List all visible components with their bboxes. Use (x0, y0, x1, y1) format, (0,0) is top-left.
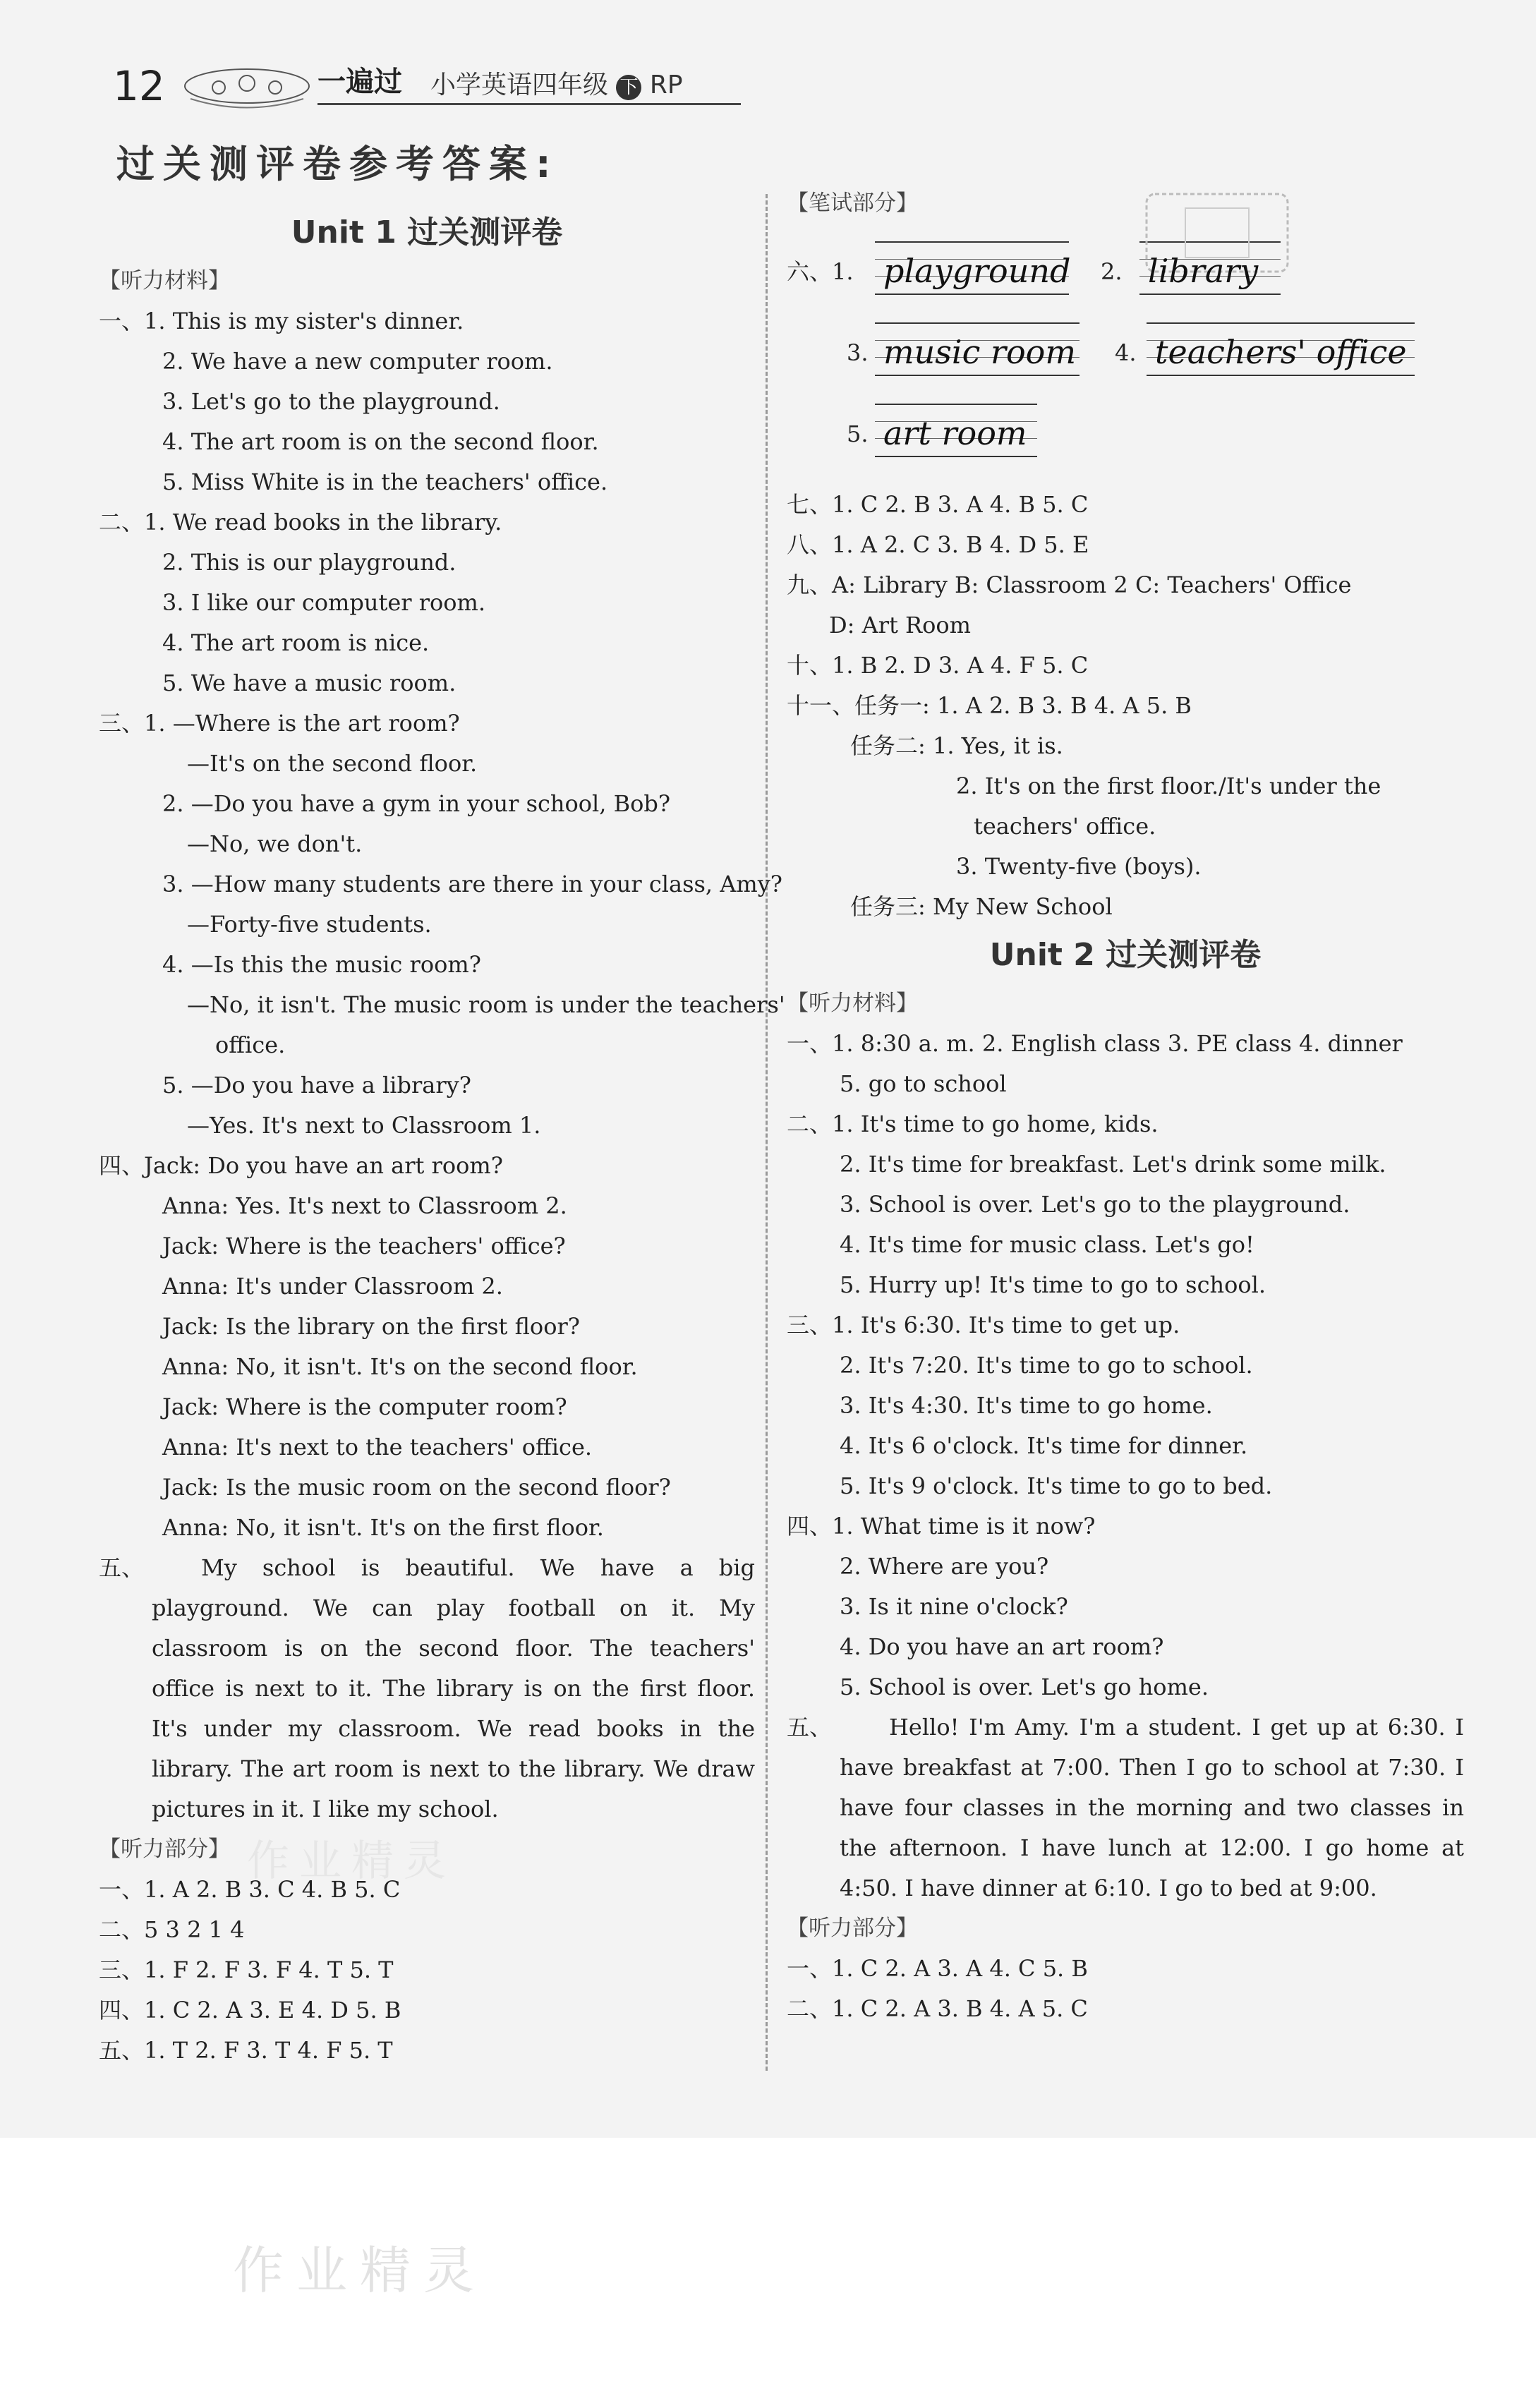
list-item: 三、1. It's 6:30. It's time to get up. (787, 1312, 1180, 1338)
list-item: 2. —Do you have a gym in your school, Bob? (162, 790, 671, 817)
list-item: 二、1. We read books in the library. (99, 509, 502, 536)
list-item: Anna: It's next to the teachers' office. (162, 1434, 593, 1460)
question-number: 3. (847, 339, 869, 366)
question-number: 5. (847, 421, 869, 447)
list-item: 3. I like our computer room. (162, 589, 486, 616)
list-item: 5. It's 9 o'clock. It's time to go to bed. (840, 1472, 1273, 1499)
answer-row: 2. It's on the first floor./It's under the (956, 773, 1381, 799)
writing-line: music room (875, 322, 1080, 376)
writing-line: playground (875, 241, 1069, 295)
list-item: —It's on the second floor. (187, 750, 478, 777)
answer-row: D: Art Room (829, 612, 972, 639)
list-item: Jack: Where is the computer room? (162, 1393, 567, 1420)
list-item: 2. This is our playground. (162, 549, 456, 576)
list-item: 四、1. What time is it now? (787, 1513, 1096, 1539)
brand-name: 一遍过 (318, 66, 402, 98)
passage: 五、 Hello! I'm Amy. I'm a student. I get up at 6:30. I have breakfast at 7:00. Then I go to school at 7:30. I have four classes in the morning and two classes in the afternoon. I have lunch at 12:00. I go home at 4:50. I have dinner at 6:10. I go to bed at 9:00. (787, 1714, 1464, 1901)
column-divider (766, 194, 768, 2071)
section-label: 【听力部分】 (99, 1837, 230, 1862)
book-title: 小学英语四年级 下 RP (430, 71, 683, 99)
answer-row: 八、1. A 2. C 3. B 4. D 5. E (787, 531, 1089, 558)
main-title: 过关测评卷参考答案: (116, 142, 560, 186)
answer-row: 五、1. T 2. F 3. T 4. F 5. T (99, 2037, 393, 2064)
list-item: 2. It's time for breakfast. Let's drink some milk. (840, 1151, 1386, 1178)
section-label: 【笔试部分】 (787, 190, 918, 216)
list-item: Anna: No, it isn't. It's on the second floor. (162, 1353, 638, 1380)
answer-row: 一、1. C 2. A 3. A 4. C 5. B (787, 1955, 1088, 1982)
list-item: Jack: Where is the teachers' office? (162, 1233, 566, 1259)
watermark-bottom: 作业精灵 (233, 2241, 488, 2300)
writing-line: library (1139, 241, 1281, 295)
section-label: 【听力材料】 (787, 991, 918, 1016)
list-item: 2. We have a new computer room. (162, 348, 553, 375)
list-item: 5. —Do you have a library? (162, 1072, 471, 1099)
left-column (99, 205, 785, 2071)
list-item: 3. Let's go to the playground. (162, 388, 500, 415)
list-item: —Forty-five students. (187, 911, 432, 938)
answer-row: teachers' office. (974, 813, 1156, 840)
header-rule (318, 103, 741, 105)
list-item: 4. It's 6 o'clock. It's time for dinner. (840, 1432, 1248, 1459)
volume-mark: 下 (616, 75, 641, 100)
list-item: 5. Miss White is in the teachers' office. (162, 468, 608, 495)
watermark-mid: 作业精灵 (247, 1837, 456, 1886)
list-item: 一、1. 8:30 a. m. 2. English class 3. PE class 4. dinner (787, 1030, 1403, 1057)
writing-line: teachers' office (1147, 322, 1415, 376)
list-item: 5. go to school (840, 1070, 1007, 1097)
doodle-logo-icon (176, 56, 318, 113)
answer-row: 四、1. C 2. A 3. E 4. D 5. B (99, 1997, 401, 2023)
unit1-title: Unit 1 过关测评卷 (291, 214, 563, 250)
list-item: Jack: Is the library on the first floor? (162, 1313, 580, 1340)
answer-row: 七、1. C 2. B 3. A 4. B 5. C (787, 491, 1089, 518)
passage: 五、 My school is beautiful. We have a big playground. We can play football on it. My classroom is on the second floor. The teachers' office is next to it. The library is on the first floor. It's under my classroom. We read books in the library. The art room is next to the library. We draw pictures in it. I like my school. (99, 1554, 755, 1822)
list-item: —No, it isn't. The music room is under the teachers' (187, 991, 785, 1018)
list-item: —Yes. It's next to Classroom 1. (187, 1112, 541, 1139)
answer-row: 十、1. B 2. D 3. A 4. F 5. C (787, 652, 1089, 679)
list-item: office. (215, 1031, 286, 1058)
list-item: 4. The art room is on the second floor. (162, 428, 599, 455)
question-mark: 六、1. (787, 258, 854, 285)
list-item: 3. Is it nine o'clock? (840, 1593, 1068, 1620)
unit2-title: Unit 2 过关测评卷 (989, 937, 1262, 973)
list-item: 2. Where are you? (840, 1553, 1049, 1580)
right-column (787, 183, 1464, 2029)
list-item: 5. School is over. Let's go home. (840, 1674, 1209, 1700)
list-item: Anna: It's under Classroom 2. (162, 1273, 503, 1300)
list-item: 3. It's 4:30. It's time to go home. (840, 1392, 1213, 1419)
list-item: 3. School is over. Let's go to the playground. (840, 1191, 1350, 1218)
list-item: 4. —Is this the music room? (162, 951, 481, 978)
answer-row: 任务二: 1. Yes, it is. (850, 732, 1063, 759)
question-number: 2. (1101, 258, 1123, 285)
page-header (106, 56, 741, 113)
list-item: Anna: No, it isn't. It's on the first floor. (162, 1514, 604, 1541)
list-item: 4. Do you have an art room? (840, 1633, 1164, 1660)
list-item: 一、1. This is my sister's dinner. (99, 308, 464, 334)
page-number: 12 (113, 62, 165, 110)
list-item: 5. We have a music room. (162, 670, 456, 696)
list-item: Jack: Is the music room on the second floor? (162, 1474, 671, 1501)
answer-row: 一、1. A 2. B 3. C 4. B 5. C (99, 1876, 401, 1903)
list-item: 三、1. —Where is the art room? (99, 710, 460, 737)
answer-row: 3. Twenty-five (boys). (956, 853, 1202, 880)
answer-row: 二、5 3 2 1 4 (99, 1916, 245, 1943)
section-label: 【听力部分】 (787, 1916, 918, 1941)
list-item: 5. Hurry up! It's time to go to school. (840, 1271, 1266, 1298)
list-item: 四、Jack: Do you have an art room? (99, 1152, 503, 1179)
list-item: 4. The art room is nice. (162, 629, 430, 656)
answer-row: 十一、任务一: 1. A 2. B 3. B 4. A 5. B (787, 692, 1192, 719)
list-item: 二、1. It's time to go home, kids. (787, 1111, 1159, 1137)
writing-area (787, 224, 1464, 485)
list-item: —No, we don't. (187, 830, 363, 857)
answer-row: 二、1. C 2. A 3. B 4. A 5. C (787, 1995, 1088, 2022)
answer-row: 三、1. F 2. F 3. F 4. T 5. T (99, 1956, 394, 1983)
list-item: 2. It's 7:20. It's time to go to school. (840, 1352, 1253, 1379)
section-label: 【听力材料】 (99, 268, 230, 294)
answer-row: 任务三: My New School (850, 893, 1113, 920)
answer-row: 九、A: Library B: Classroom 2 C: Teachers' Office (787, 571, 1352, 598)
list-item: 3. —How many students are there in your class, Amy? (162, 871, 782, 897)
writing-line: art room (875, 404, 1037, 457)
list-item: Anna: Yes. It's next to Classroom 2. (162, 1192, 567, 1219)
list-item: 4. It's time for music class. Let's go! (840, 1231, 1254, 1258)
question-number: 4. (1115, 339, 1137, 366)
